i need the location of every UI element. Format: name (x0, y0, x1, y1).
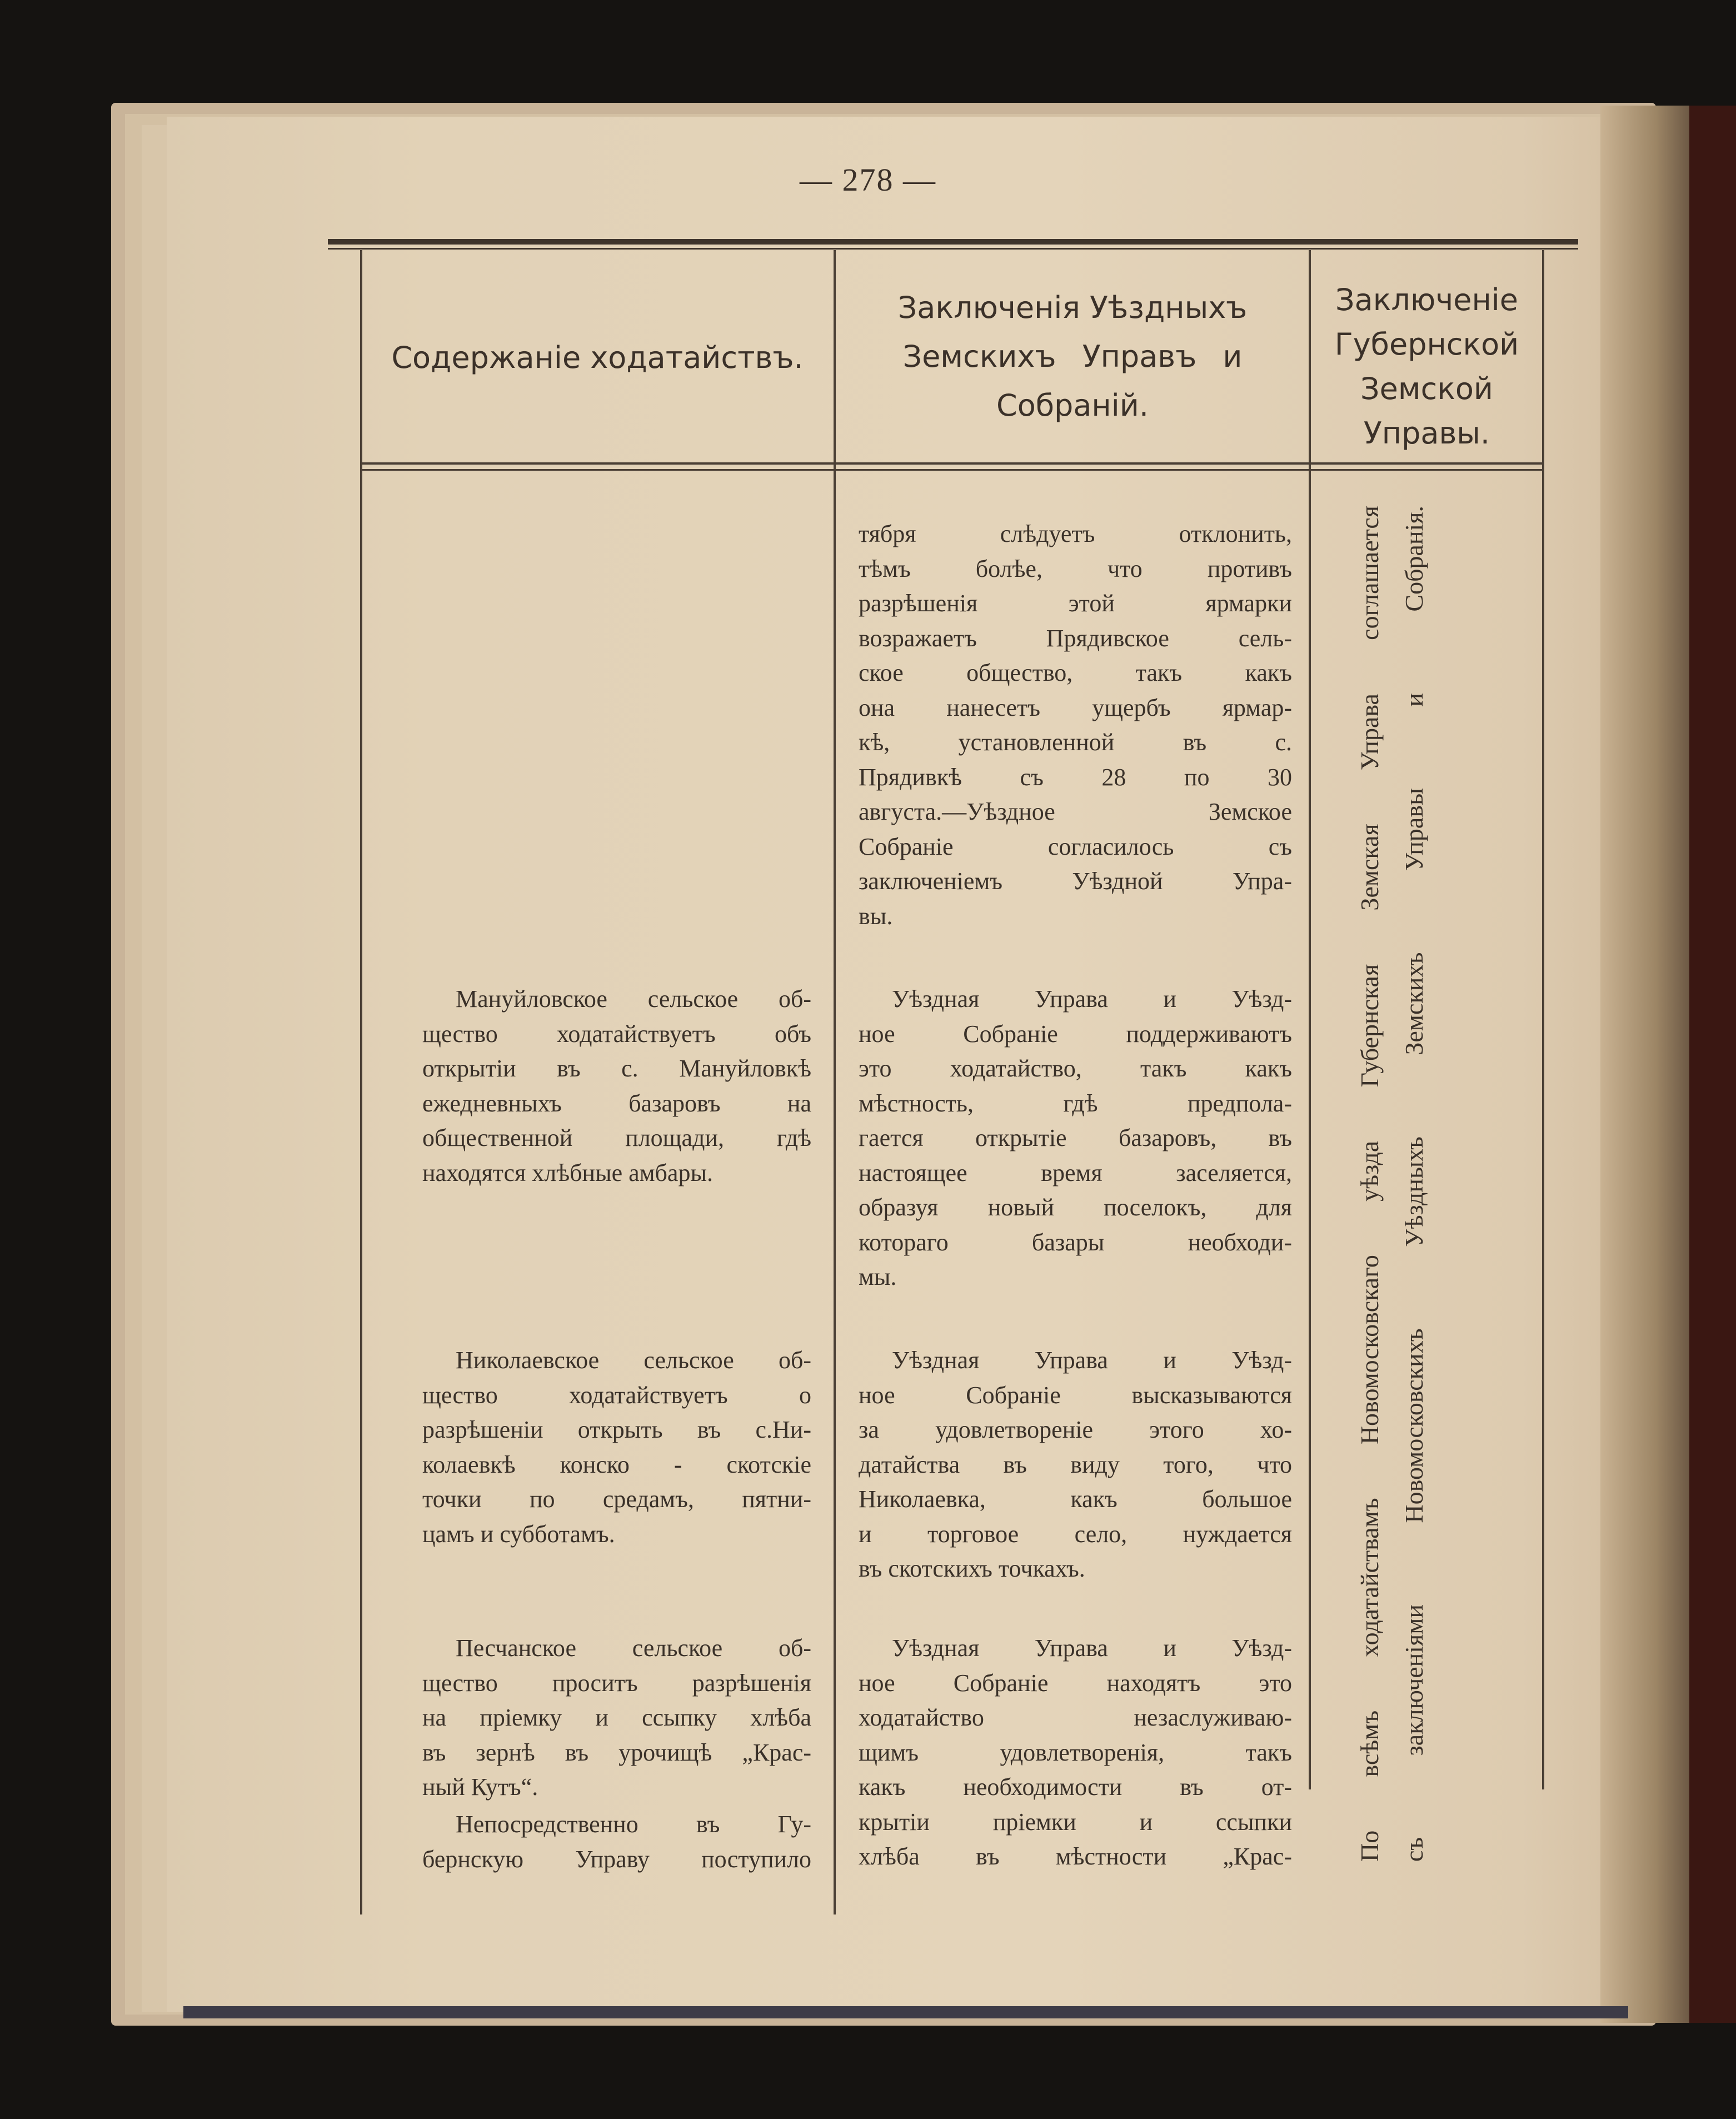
text-line: это ходатайство, такъ какъ (859, 1055, 1292, 1082)
text-line: Мануйловское сельское об- (456, 985, 811, 1013)
text-line: ское общество, такъ какъ (859, 659, 1292, 686)
text-line: общественной площади, гдѣ (422, 1124, 811, 1151)
text-line: разрѣшеніи открыть въ с.Ни- (422, 1416, 811, 1443)
text-line: котораго базары необходи- (859, 1228, 1292, 1256)
petition-direct-submission (422, 1807, 811, 1877)
table-top-rule-thin (328, 248, 1578, 250)
text-line: августа.—Уѣздное Земское (859, 798, 1292, 825)
text-line: вы. (859, 902, 893, 930)
text-line: щество ходатайствуетъ о (422, 1381, 811, 1409)
page-number: — 278 — (800, 162, 936, 198)
text-line: Прядивкѣ съ 28 по 30 (859, 763, 1292, 791)
text-line: ное Собраніе поддерживаютъ (859, 1020, 1292, 1048)
page-bottom-edge (183, 2006, 1628, 2018)
text-line: какъ необходимости въ от- (859, 1773, 1292, 1801)
text-line: Уѣздная Управа и Уѣзд- (892, 1347, 1292, 1374)
text-line: ное Собраніе находятъ это (859, 1669, 1292, 1697)
header-line: Управы. (1363, 416, 1490, 451)
text-line: она нанесетъ ущербъ ярмар- (859, 694, 1292, 721)
text-line: щество проситъ разрѣшенія (422, 1669, 811, 1697)
text-line: образуя новый поселокъ, для (859, 1194, 1292, 1221)
column-header-provincial-conclusion (1314, 278, 1539, 456)
text-line: возражаетъ Прядивское сель- (859, 624, 1292, 652)
column-rule-1 (834, 250, 836, 1914)
text-line: ежедневныхъ базаровъ на (422, 1089, 811, 1117)
text-line: датайства въ виду того, что (859, 1450, 1292, 1478)
text-line: заключеніемъ Уѣздной Упра- (859, 867, 1292, 895)
district-conclusion-manuilovka (859, 982, 1292, 1295)
text-line: кѣ, установленной въ с. (859, 729, 1292, 756)
petition-nikolaevka (422, 1343, 811, 1552)
header-line: Собраній. (996, 388, 1149, 423)
text-line: тѣмъ болѣе, что противъ (859, 555, 1292, 582)
text-line: мы. (859, 1263, 897, 1290)
header-line: Заключенія Уѣздныхъ (897, 290, 1248, 325)
text-line: и торговое село, нуждается (859, 1520, 1292, 1548)
district-conclusion-nikolaevka (859, 1343, 1292, 1587)
header-line: Земскихъ Управъ и (902, 339, 1243, 374)
text-line: ное Собраніе высказываются (859, 1381, 1292, 1409)
text-line: щимъ удовлетворенія, такъ (859, 1738, 1292, 1766)
text-line: крытіи пріемки и ссыпки (859, 1808, 1292, 1836)
text-line: точки по средамъ, пятни- (422, 1485, 811, 1513)
column-rule-2 (1309, 250, 1311, 1789)
provincial-conclusion-rotated (1348, 506, 1436, 1862)
text-line: ный Кутъ“. (422, 1773, 538, 1801)
text-line: настоящее время заселяется, (859, 1159, 1292, 1186)
text-line: открытіи въ с. Мануйловкѣ (422, 1055, 811, 1082)
column-header-district-conclusions (845, 283, 1300, 430)
text-line: за удовлетвореніе этого хо- (859, 1416, 1292, 1443)
table-top-rule (328, 239, 1578, 245)
text-line: находятся хлѣбные амбары. (422, 1159, 714, 1186)
text-line: въ зернѣ въ урочищѣ „Крас- (422, 1738, 811, 1766)
text-line: Собраніе согласилось съ (859, 832, 1292, 860)
text-line: Уѣздная Управа и Уѣзд- (892, 985, 1292, 1013)
district-conclusion-peschanka (859, 1631, 1292, 1874)
text-line: бернскую Управу поступило (422, 1845, 811, 1873)
text-line: гается открытіе базаровъ, въ (859, 1124, 1292, 1151)
header-line: Губернской (1334, 327, 1519, 362)
text-line: колаевкѣ конско - скотскіе (422, 1450, 811, 1478)
text-line: въ скотскихъ точкахъ. (859, 1555, 1085, 1582)
text-line: ходатайство незаслуживаю- (859, 1704, 1292, 1731)
text-line: цамъ и субботамъ. (422, 1520, 615, 1548)
text-line: Песчанское сельское об- (456, 1634, 811, 1662)
column-rule-right (1542, 250, 1544, 1789)
spine-shadow (1600, 106, 1700, 2023)
book-cover-edge (1689, 106, 1736, 2023)
header-line: Заключеніе (1335, 282, 1518, 317)
text-line: на пріемку и ссыпку хлѣба (422, 1704, 811, 1731)
text-line: Уѣздная Управа и Уѣзд- (892, 1634, 1292, 1662)
district-conclusion-continued (859, 517, 1292, 934)
header-line: Земской (1360, 371, 1494, 406)
text-line: Николаевское сельское об- (456, 1347, 811, 1374)
text-line: Николаевка, какъ большое (859, 1485, 1292, 1513)
text-line: мѣстность, гдѣ предпола- (859, 1089, 1292, 1117)
text-line: тября слѣдуетъ отклонить, (859, 520, 1292, 547)
rotated-line: По всѣмъ ходатайствамъ Новомосковскаго уѣзда Губернская Земская Управа соглашается (1355, 506, 1384, 1862)
text-line: разрѣшенія этой ярмарки (859, 590, 1292, 617)
petition-manuilovka (422, 982, 811, 1190)
header-divider-thin (360, 469, 1544, 471)
column-header-petitions: Содержаніе ходатайствъ. (391, 340, 804, 375)
header-divider (360, 462, 1544, 465)
text-line: хлѣба въ мѣстности „Крас- (859, 1843, 1292, 1870)
petition-peschanka (422, 1631, 811, 1805)
rotated-line: съ заключеніями Новомосковскихъ Уѣздныхъ Земскихъ Управы и Собранія. (1400, 506, 1428, 1862)
text-line: Непосредственно въ Гу- (456, 1811, 811, 1838)
text-line: щество ходатайствуетъ объ (422, 1020, 811, 1048)
column-rule-left (360, 250, 362, 1914)
